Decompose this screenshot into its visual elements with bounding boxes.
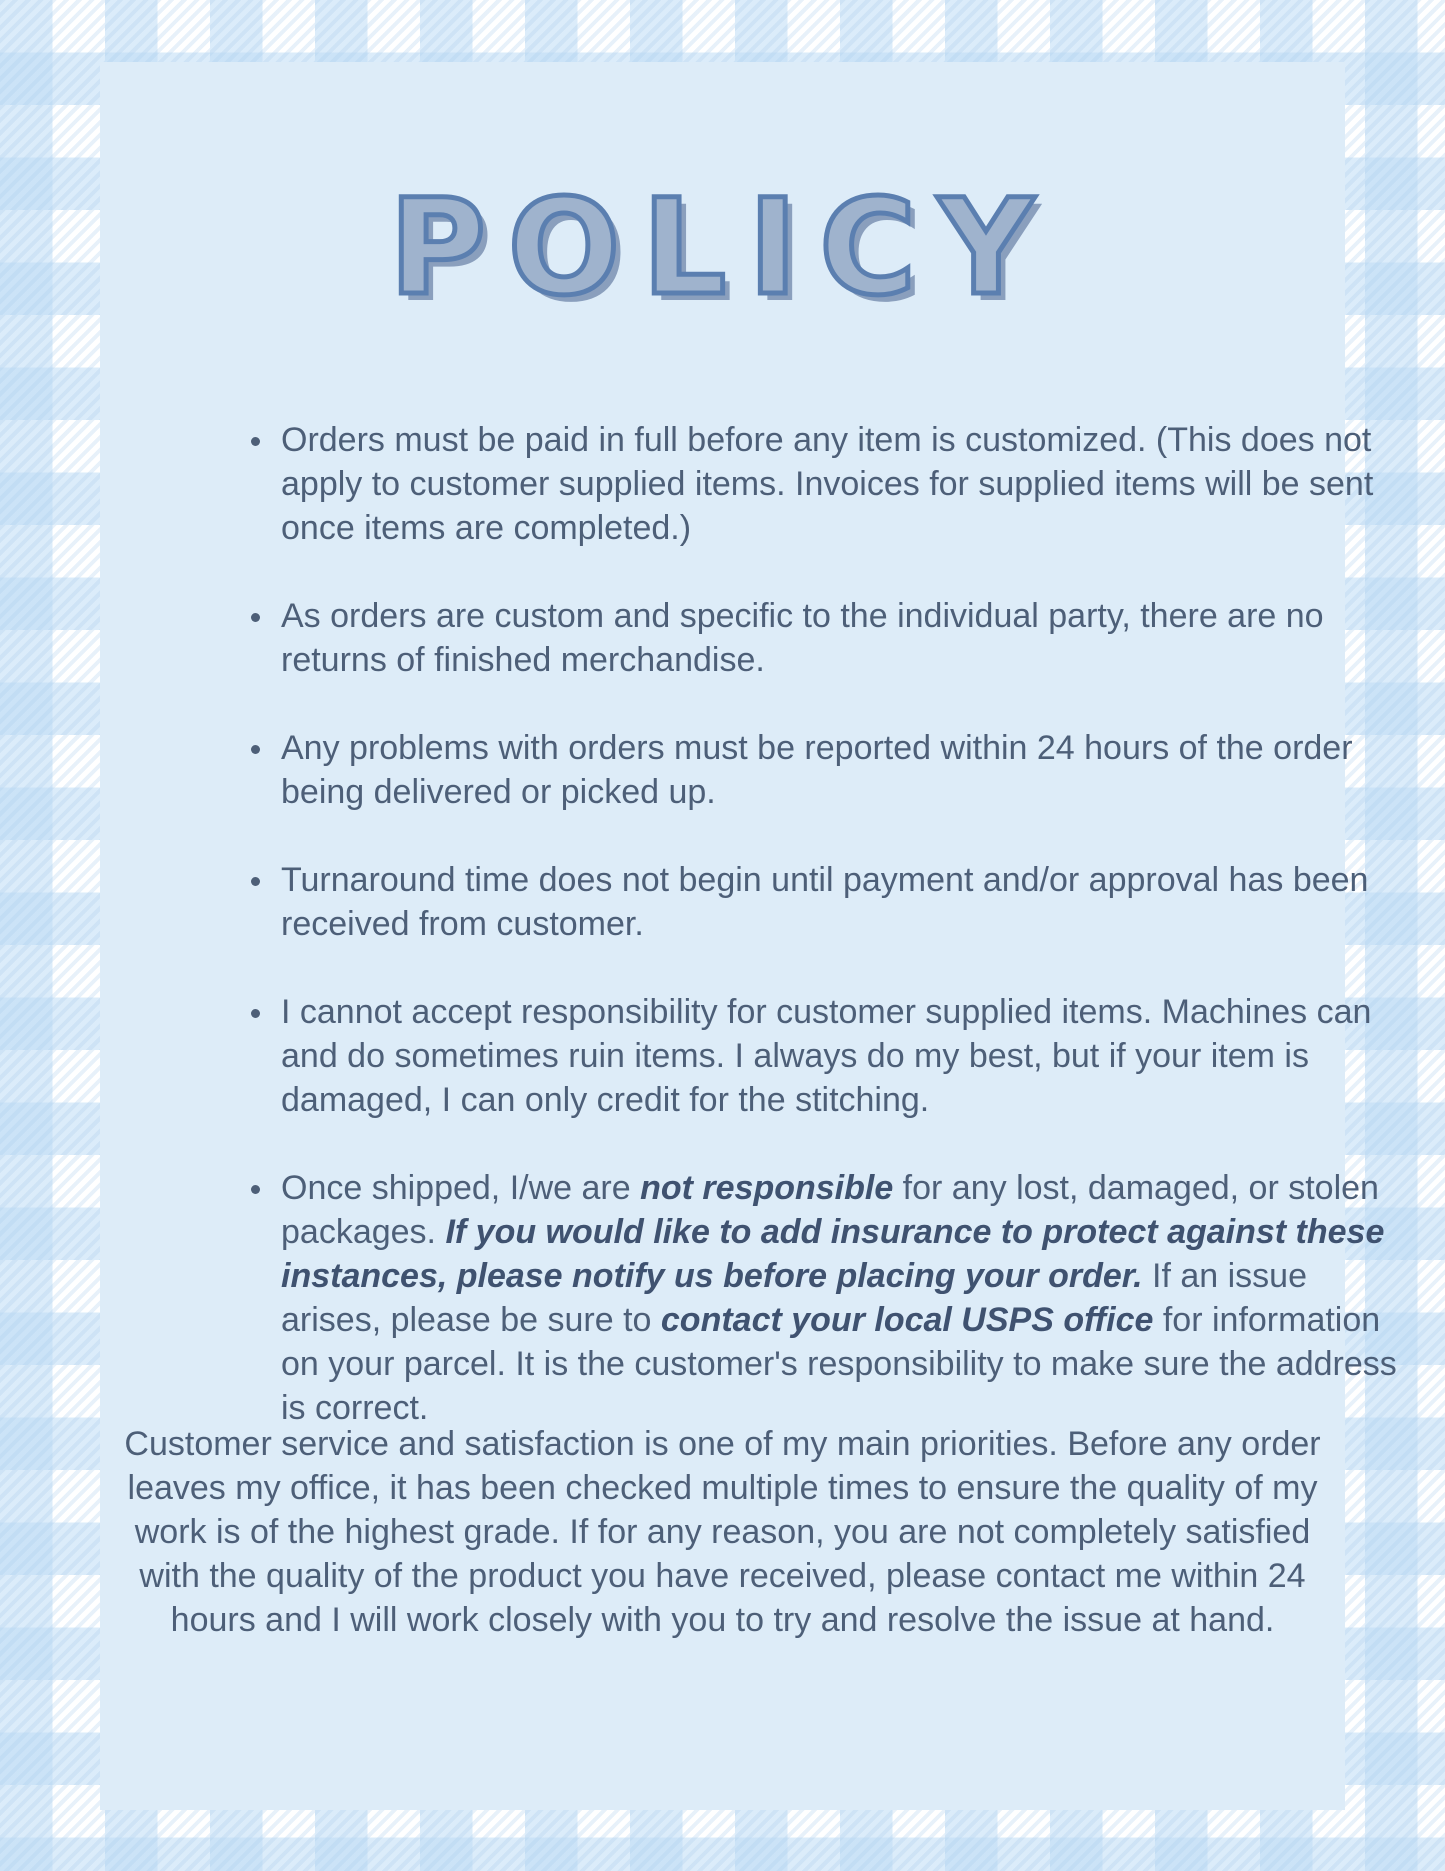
shipping-text-4: for information on your parcel. It is the customer's responsibility to make sure the address is correct. [281,1301,1397,1427]
shipping-text-2: for any lost, damaged, or stolen packages. [281,1169,1379,1251]
policy-item-payment: Orders must be paid in full before any item is customized. (This does not apply to customer supplied items. Invoices for supplied items will be sent once items are completed.) [281,418,1410,550]
page-title: POLICY [389,171,1056,325]
policy-item-turnaround: Turnaround time does not begin until payment and/or approval has been received from customer. [281,858,1410,946]
policy-item-returns: As orders are custom and specific to the individual party, there are no returns of finished merchandise. [281,594,1410,682]
policy-item-supplied-items: I cannot accept responsibility for customer supplied items. Machines can and do sometimes ruin items. I always do my best, but if your item is damaged, I can only credit for the stitching. [281,990,1410,1122]
policy-item-problems: Any problems with orders must be reported within 24 hours of the order being delivered or picked up. [281,726,1410,814]
shipping-emphasis-insurance: If you would like to add insurance to protect against these instances, please notify us before placing your order. [281,1213,1385,1295]
shipping-emphasis-usps: contact your local USPS office [660,1301,1154,1339]
shipping-emphasis-not-responsible: not responsible [640,1169,894,1207]
policy-list [245,418,1410,1474]
shipping-text-3: If an issue arises, please be sure to [281,1257,1307,1339]
policy-item-shipping [281,1166,1410,1430]
shipping-text-1: Once shipped, I/we are [281,1169,641,1207]
closing-statement: Customer service and satisfaction is one of my main priorities. Before any order leaves my office, it has been checked multiple times to ensure the quality of my work is of the highest grade. If for any reason, you are not completely satisfied with the quality of the product you have received, please contact me within 24 hours and I will work closely with you to try and resolve the issue at hand. [124,1425,1321,1639]
